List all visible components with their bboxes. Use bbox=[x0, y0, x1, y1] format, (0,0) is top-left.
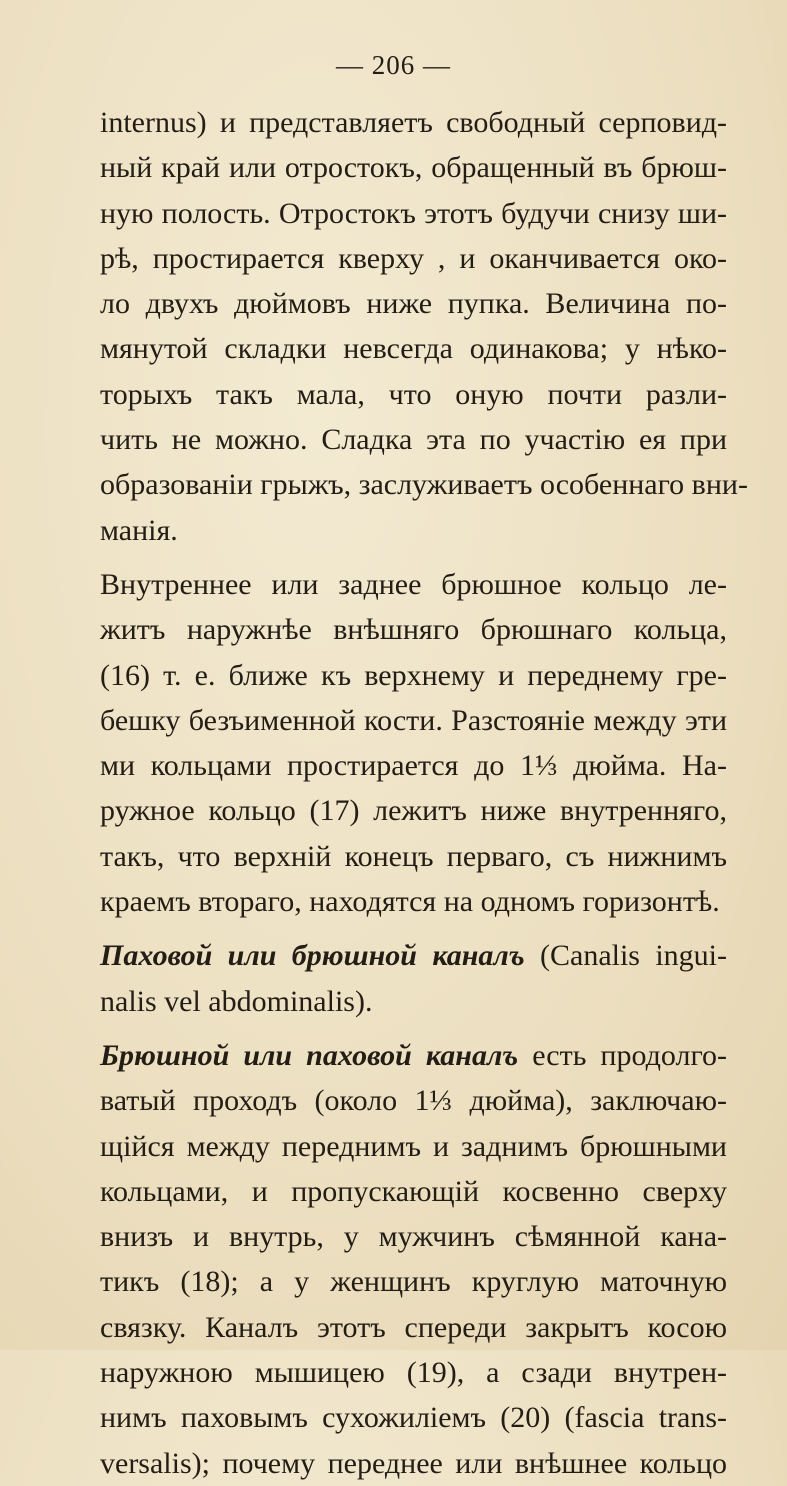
text-line: ный край или отростокъ, обращенный въ брюш- bbox=[100, 151, 727, 185]
text-line bbox=[100, 1033, 727, 1078]
text-line: житъ наружнѣе внѣшняго брюшнаго кольца, bbox=[100, 613, 727, 647]
section-heading: Паховой или брюшной каналъ bbox=[100, 939, 525, 973]
text-line bbox=[100, 933, 727, 978]
text-line: торыхъ такъ мала, что оную почти разли- bbox=[100, 377, 727, 411]
text-line: мянутой складки невсегда одинакова; у нѣко- bbox=[100, 332, 727, 366]
text-line: versalis); почему переднее или внѣшнее кольцо bbox=[100, 1446, 727, 1480]
text-line: ватый проходъ (около 1⅓ дюйма), заключаю- bbox=[100, 1084, 727, 1118]
text-line: (16) т. е. ближе къ верхнему и переднему гре- bbox=[100, 658, 727, 692]
text-line: манія. bbox=[100, 513, 178, 547]
page-number: — 206 — bbox=[336, 50, 451, 80]
text-line: ло двухъ дюймовъ ниже пупка. Величина по- bbox=[100, 287, 727, 321]
text-line: нимъ паховымъ сухожиліемъ (20) (fascia trans- bbox=[100, 1401, 727, 1435]
paragraph-2 bbox=[100, 562, 727, 924]
paragraph-1 bbox=[100, 100, 748, 553]
paragraph-3 bbox=[100, 933, 727, 1024]
text-line: internus) и представляетъ свободный серповид- bbox=[100, 106, 727, 139]
text-span: (Canalis ingui- bbox=[524, 939, 727, 973]
text-line: рѣ, простирается кверху , и оканчивается око- bbox=[100, 241, 727, 275]
text-line: тикъ (18); а у женщинъ круглую маточную bbox=[100, 1265, 727, 1299]
term-emphasis: Брюшной или паховой каналъ bbox=[100, 1038, 519, 1072]
text-line: наружною мышицею (19), а сзади внутрен- bbox=[100, 1356, 727, 1390]
text-line: nalis vel abdominalis). bbox=[100, 984, 373, 1018]
text-line: чить не можно. Сладка эта по участію ея при bbox=[100, 423, 727, 457]
text-line: краемъ втораго, находятся на одномъ горизонтѣ. bbox=[100, 885, 720, 919]
text-line: ружное кольцо (17) лежитъ ниже внутренняго, bbox=[100, 794, 727, 828]
text-line: внизъ и внутрь, у мужчинъ сѣмянной кана- bbox=[100, 1220, 727, 1254]
paragraph-4 bbox=[100, 1033, 727, 1486]
text-span: есть продолго- bbox=[518, 1038, 728, 1072]
text-line: образованіи грыжъ, заслуживаетъ особеннаго вни- bbox=[100, 468, 748, 502]
text-line: Внутреннее или заднее брюшное кольцо ле- bbox=[100, 567, 727, 601]
text-line: щійся между переднимъ и заднимъ брюшными bbox=[100, 1129, 727, 1163]
text-line: ми кольцами простирается до 1⅓ дюйма. На- bbox=[100, 749, 727, 783]
text-line: ную полость. Отростокъ этотъ будучи снизу ши- bbox=[100, 196, 727, 230]
text-line: кольцами, и пропускающій косвенно сверху bbox=[100, 1174, 727, 1208]
text-line: бешку безъименной кости. Разстояніе между эти bbox=[100, 703, 727, 737]
text-line: связку. Каналъ этотъ спереди закрытъ косою bbox=[100, 1310, 727, 1344]
text-line: такъ, что верхній конецъ перваго, съ нижнимъ bbox=[100, 839, 727, 873]
body-text bbox=[100, 100, 748, 1486]
